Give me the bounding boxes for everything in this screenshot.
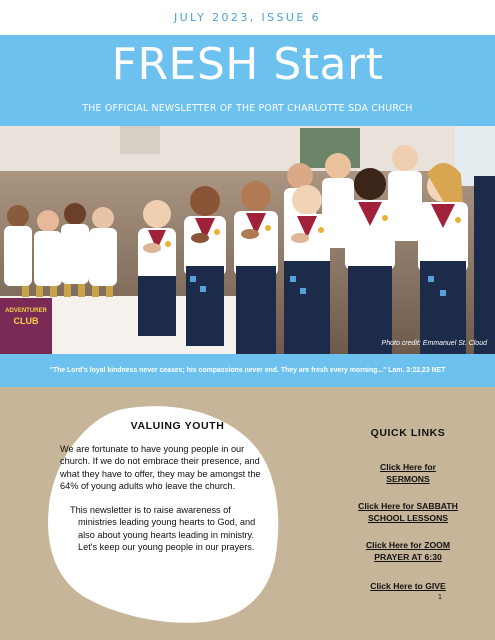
sermons-link[interactable]: Click Here for SERMONS <box>380 462 436 484</box>
give-link[interactable]: Click Here to GIVE <box>370 581 446 591</box>
masthead <box>0 35 495 126</box>
paragraph-2-first-line: This newsletter is to raise awareness of <box>70 505 231 516</box>
quick-links-title: QUICK LINKS <box>370 427 446 439</box>
zoom-prayer-link[interactable]: Click Here for ZOOM PRAYER AT 6:30 <box>365 540 451 562</box>
quick-links-section <box>358 427 458 593</box>
issue-date: JULY 2023, ISSUE 6 <box>173 11 322 24</box>
scripture-quote: "The Lord's loyal kindness never ceases; his compassions never end. They are fresh every morning..." Lam. 3:22,23 NET <box>49 367 446 374</box>
quote-band <box>0 354 495 387</box>
photo-credit: Photo credit: Emmanuel St. Cloud <box>381 340 487 347</box>
newsletter-title: FRESH Start <box>111 39 384 90</box>
page-number: 1 <box>438 594 442 601</box>
sabbath-school-link[interactable]: Click Here for SABBATH SCHOOL LESSONS <box>358 501 458 523</box>
cover-photo <box>0 126 495 354</box>
newsletter-subtitle: THE OFFICIAL NEWSLETTER OF THE PORT CHARLOTTE SDA CHURCH <box>82 103 413 114</box>
issue-bar <box>0 0 495 35</box>
valuing-youth-title: VALUING YOUTH <box>130 420 225 432</box>
valuing-youth-section <box>60 420 265 553</box>
valuing-youth-paragraph-2 <box>60 504 265 553</box>
valuing-youth-paragraph-1: We are fortunate to have young people in our church. If we do not embrace their presence, and what they have to offer, they may be amongst the 64% of young adults who leave the church. <box>60 444 261 491</box>
paragraph-2-rest: ministries leading young hearts to God, and also about young hearts leading in ministry. Let's keep our young people in our prayers. <box>78 517 256 553</box>
banner-text-1: ADVENTURER <box>5 308 47 314</box>
banner-text-2: CLUB <box>13 316 39 326</box>
children-choir-illustration <box>0 126 495 354</box>
